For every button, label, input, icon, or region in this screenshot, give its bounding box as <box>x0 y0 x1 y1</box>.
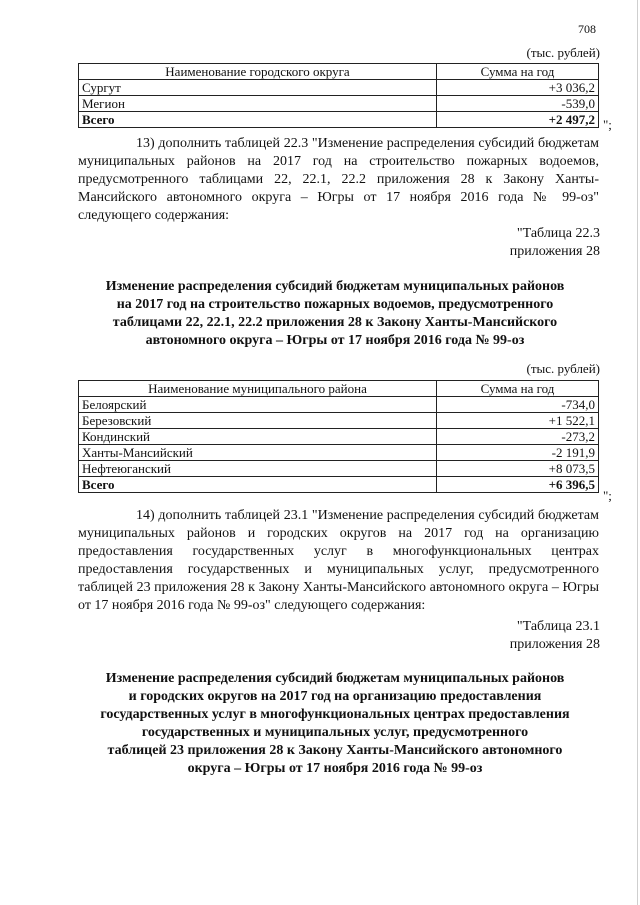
table2-cell-sum: -734,0 <box>437 397 599 413</box>
table2-cell-name: Ханты-Мансийский <box>79 445 437 461</box>
item13-table-ref-line1: "Таблица 22.3 <box>516 226 600 241</box>
item14-text: 14) дополнить таблицей 23.1 "Изменение распределения субсидий бюджетам муниципальных районов и городских округов на 2017 год на организацию предоставления государственных услуг в многофункциональных центрах предоставления государственных и муниципальных услуг, предусмотренного таблицей 23 приложения 28 к Закону Ханты-Мансийского автономного округа – Югры от 17 ноября 2016 года № 99-оз" следующего содержания: <box>78 508 599 613</box>
table-row <box>79 445 599 461</box>
table1-header-sum: Сумма на год <box>437 64 599 80</box>
table1-total-row <box>79 112 599 128</box>
item13-text: 13) дополнить таблицей 22.3 "Изменение распределения субсидий бюджетам муниципальных районов на 2017 год на строительство пожарных водоемов, предусмотренного таблицами 22, 22.1, 22.2 приложения 28 к Закону Ханты-Мансийского автономного округа – Югры от 17 ноября 2016 года № 99-оз" следующего содержания: <box>78 136 599 223</box>
table1-units: (тыс. рублей) <box>526 45 600 60</box>
table2-header-name: Наименование муниципального района <box>79 381 437 397</box>
heading-line: государственных и муниципальных услуг, предусмотренного <box>141 725 529 740</box>
table-row <box>79 397 599 413</box>
table-row <box>79 96 599 112</box>
item14-table-ref-line1: "Таблица 23.1 <box>516 619 600 634</box>
item13-table-ref-line2: приложения 28 <box>509 244 600 259</box>
heading-line: и городских округов на 2017 год на организацию предоставления <box>128 689 542 704</box>
table1-cell-name: Сургут <box>79 80 437 96</box>
table2-total-row <box>79 477 599 493</box>
heading-line: таблицами 22, 22.1, 22.2 приложения 28 к Закону Ханты-Мансийского <box>112 315 558 330</box>
table2-cell-sum: -273,2 <box>437 429 599 445</box>
table2-closing-quote: "; <box>603 488 612 503</box>
table1-cell-name: Мегион <box>79 96 437 112</box>
item14-table-ref <box>510 618 600 654</box>
heading-line: на 2017 год на строительство пожарных водоемов, предусмотренного <box>116 297 554 312</box>
scan-edge <box>637 0 638 905</box>
table1-cell-sum: +3 036,2 <box>437 80 599 96</box>
table2-cell-name: Кондинский <box>79 429 437 445</box>
table2-cell-sum: -2 191,9 <box>437 445 599 461</box>
heading-line: государственных услуг в многофункциональных центрах предоставления <box>100 707 570 722</box>
item13-table-ref <box>510 225 600 261</box>
heading-line: автономного округа – Югры от 17 ноября 2016 года № 99-оз <box>145 333 525 348</box>
table2-cell-sum: +8 073,5 <box>437 461 599 477</box>
table2-total-label: Всего <box>79 477 437 493</box>
table-row <box>79 80 599 96</box>
table1-total-sum: +2 497,2 <box>437 112 599 128</box>
table2-units: (тыс. рублей) <box>526 361 600 376</box>
item14-table-ref-line2: приложения 28 <box>509 637 600 652</box>
item13-paragraph <box>78 135 599 225</box>
table2 <box>78 380 599 493</box>
heading-table-23-1 <box>70 670 600 778</box>
table1-cell-sum: -539,0 <box>437 96 599 112</box>
table-row <box>79 413 599 429</box>
table1-header-name: Наименование городского округа <box>79 64 437 80</box>
heading-line: Изменение распределения субсидий бюджетам муниципальных районов <box>105 279 565 294</box>
heading-line: округа – Югры от 17 ноября 2016 года № 99-оз <box>187 761 483 776</box>
heading-line: таблицей 23 приложения 28 к Закону Ханты-Мансийского автономного <box>107 743 563 758</box>
table-row <box>79 429 599 445</box>
table2-total-sum: +6 396,5 <box>437 477 599 493</box>
table2-header-row <box>79 381 599 397</box>
table1-header-row <box>79 64 599 80</box>
table2-cell-sum: +1 522,1 <box>437 413 599 429</box>
table2-cell-name: Березовский <box>79 413 437 429</box>
page-number: 708 <box>578 22 596 36</box>
table2-cell-name: Нефтеюганский <box>79 461 437 477</box>
table1 <box>78 63 599 128</box>
table1-closing-quote: "; <box>603 117 612 132</box>
heading-line: Изменение распределения субсидий бюджетам муниципальных районов <box>105 671 565 686</box>
table2-cell-name: Белоярский <box>79 397 437 413</box>
table2-header-sum: Сумма на год <box>437 381 599 397</box>
heading-table-22-3 <box>70 278 600 350</box>
table-row <box>79 461 599 477</box>
item14-paragraph <box>78 507 599 615</box>
table1-total-label: Всего <box>79 112 437 128</box>
